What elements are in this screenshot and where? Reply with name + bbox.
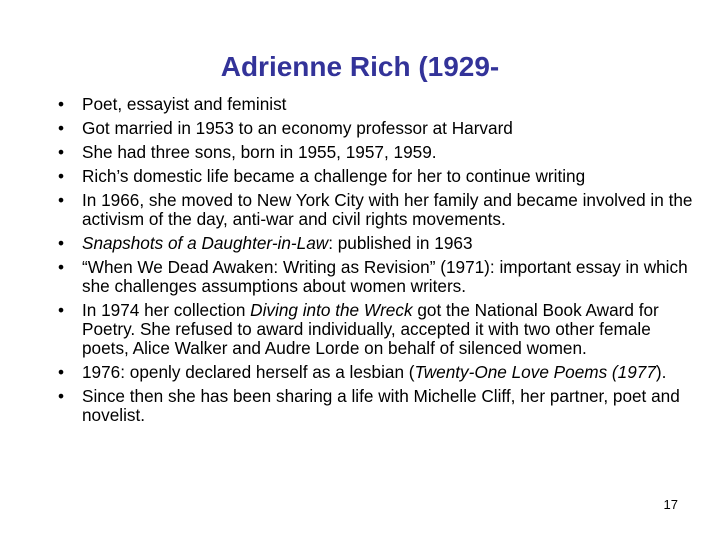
bullet-marker: • [58, 142, 65, 162]
bullet-item [58, 191, 698, 229]
bullet-marker: • [58, 362, 65, 382]
italic-title-text: Snapshots of a Daughter-in-Law [82, 233, 329, 253]
bullet-text [82, 167, 698, 186]
bullet-item [58, 387, 698, 425]
bullet-text [82, 143, 698, 162]
bullet-item [58, 363, 698, 382]
bullet-marker: • [58, 94, 65, 114]
bullet-text [82, 301, 698, 358]
italic-title-text: Twenty-One Love Poems (1977 [414, 362, 656, 382]
bullet-item [58, 95, 698, 114]
bullet-item [58, 301, 698, 358]
bullet-text [82, 387, 698, 425]
bullet-text-segment: “When We Dead Awaken: Writing as Revision” (1971): important essay in which she challenges assumptions about women writers. [82, 257, 688, 296]
bullet-text [82, 119, 698, 138]
bullet-marker: • [58, 233, 65, 253]
bullet-text [82, 363, 698, 382]
bullet-item [58, 143, 698, 162]
bullet-text-segment: In 1966, she moved to New York City with her family and became involved in the activism of the day, anti-war and civil rights movements. [82, 190, 693, 229]
bullet-item [58, 234, 698, 253]
bullet-item [58, 119, 698, 138]
bullet-text-segment: Since then she has been sharing a life with Michelle Cliff, her partner, poet and novelist. [82, 386, 680, 425]
italic-title-text: Diving into the Wreck [250, 300, 413, 320]
bullet-text-segment: ). [655, 362, 667, 382]
bullet-text-segment: : published in 1963 [328, 233, 473, 253]
bullet-text-segment: Poet, essayist and feminist [82, 94, 287, 114]
bullet-marker: • [58, 118, 65, 138]
bullet-list [58, 95, 698, 430]
bullet-text-segment: got the National Book Award for Poetry. She refused to award individually, accepted it with two other female poets, Alice Walker and Audre Lorde on behalf of silenced women. [82, 300, 659, 358]
page-number: 17 [663, 497, 678, 512]
bullet-text [82, 234, 698, 253]
bullet-text-segment: In 1974 her collection [82, 300, 251, 320]
bullet-text-segment: Got married in 1953 to an economy professor at Harvard [82, 118, 513, 138]
bullet-marker: • [58, 166, 65, 186]
bullet-text [82, 258, 698, 296]
bullet-item [58, 258, 698, 296]
bullet-marker: • [58, 300, 65, 320]
bullet-marker: • [58, 386, 65, 406]
bullet-marker: • [58, 257, 65, 277]
bullet-item [58, 167, 698, 186]
bullet-text [82, 95, 698, 114]
bullet-text-segment: 1976: openly declared herself as a lesbian ( [82, 362, 415, 382]
slide-title: Adrienne Rich (1929- [220, 51, 500, 82]
bullet-text-segment: Rich’s domestic life became a challenge for her to continue writing [82, 166, 586, 186]
bullet-text-segment: She had three sons, born in 1955, 1957, 1959. [82, 142, 437, 162]
bullet-text [82, 191, 698, 229]
bullet-marker: • [58, 190, 65, 210]
